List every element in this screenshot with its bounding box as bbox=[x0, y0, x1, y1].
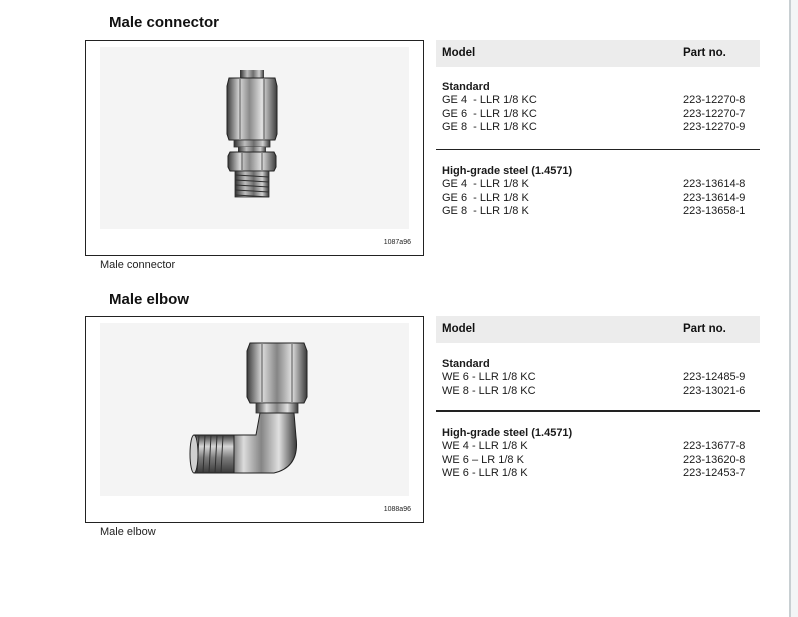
table-header bbox=[436, 316, 760, 343]
part-number-column-header: Part no. bbox=[683, 47, 726, 59]
model-cell: GE 4 - LLR 1/8 KC bbox=[442, 94, 537, 106]
model-column-header: Model bbox=[442, 47, 476, 59]
part-number-cell: 223-12270-8 bbox=[683, 94, 746, 106]
model-cell: WE 6 - LLR 1/8 K bbox=[442, 467, 528, 479]
table-row bbox=[442, 371, 760, 385]
male-connector-photo bbox=[85, 40, 424, 256]
male-elbow-image bbox=[86, 317, 423, 522]
group-divider bbox=[436, 149, 760, 150]
model-cell: WE 4 - LLR 1/8 K bbox=[442, 440, 528, 452]
table-row bbox=[442, 121, 760, 135]
group-high-grade-steel bbox=[442, 426, 760, 481]
part-number-cell: 223-13614-9 bbox=[683, 191, 746, 204]
section-title-male-connector: Male connector bbox=[109, 14, 220, 31]
table-row bbox=[442, 440, 760, 454]
table-row bbox=[442, 108, 760, 122]
model-cell: WE 8 - LLR 1/8 KC bbox=[442, 384, 536, 397]
section-title-male-elbow: Male elbow bbox=[109, 291, 190, 308]
part-number-column-header: Part no. bbox=[683, 323, 726, 335]
photo-code: 1087a96 bbox=[383, 239, 411, 246]
part-number-cell: 223-12270-9 bbox=[683, 121, 746, 133]
group-high-grade-steel bbox=[442, 164, 760, 219]
table-row bbox=[442, 205, 760, 219]
model-cell: GE 8 - LLR 1/8 KC bbox=[442, 121, 537, 133]
group-standard bbox=[442, 357, 760, 398]
model-cell: WE 6 – LR 1/8 K bbox=[442, 453, 524, 466]
table-row bbox=[442, 94, 760, 108]
table-row bbox=[442, 192, 760, 206]
male-elbow-caption: Male elbow bbox=[100, 526, 156, 538]
table-row bbox=[442, 467, 760, 481]
table-header bbox=[436, 40, 760, 67]
part-number-cell: 223-13677-8 bbox=[683, 440, 746, 452]
model-cell: GE 4 - LLR 1/8 K bbox=[442, 178, 529, 190]
table-row bbox=[442, 454, 760, 468]
photo-code: 1088a96 bbox=[383, 506, 411, 513]
group-divider bbox=[436, 410, 760, 412]
part-number-cell: 223-13614-8 bbox=[683, 178, 746, 190]
table-row bbox=[442, 385, 760, 399]
part-number-cell: 223-13620-8 bbox=[683, 453, 746, 466]
group-title: Standard bbox=[442, 81, 490, 93]
model-cell: GE 6 - LLR 1/8 K bbox=[442, 191, 529, 204]
model-cell: WE 6 - LLR 1/8 KC bbox=[442, 371, 536, 383]
group-standard bbox=[442, 80, 760, 135]
part-number-cell: 223-13021-6 bbox=[683, 384, 746, 397]
male-elbow-photo bbox=[85, 316, 424, 523]
group-title: High-grade steel (1.4571) bbox=[442, 165, 573, 177]
part-number-cell: 223-13658-1 bbox=[683, 205, 746, 217]
page-gutter bbox=[791, 0, 798, 617]
table-row bbox=[442, 178, 760, 192]
male-connector-caption: Male connector bbox=[100, 259, 176, 271]
model-cell: GE 8 - LLR 1/8 K bbox=[442, 205, 529, 217]
part-number-cell: 223-12453-7 bbox=[683, 467, 746, 479]
model-column-header: Model bbox=[442, 323, 476, 335]
group-title: High-grade steel (1.4571) bbox=[442, 427, 573, 439]
model-cell: GE 6 - LLR 1/8 KC bbox=[442, 107, 537, 120]
group-title: Standard bbox=[442, 358, 490, 370]
male-connector-image bbox=[86, 41, 423, 255]
part-number-cell: 223-12485-9 bbox=[683, 371, 746, 383]
part-number-cell: 223-12270-7 bbox=[683, 107, 746, 120]
